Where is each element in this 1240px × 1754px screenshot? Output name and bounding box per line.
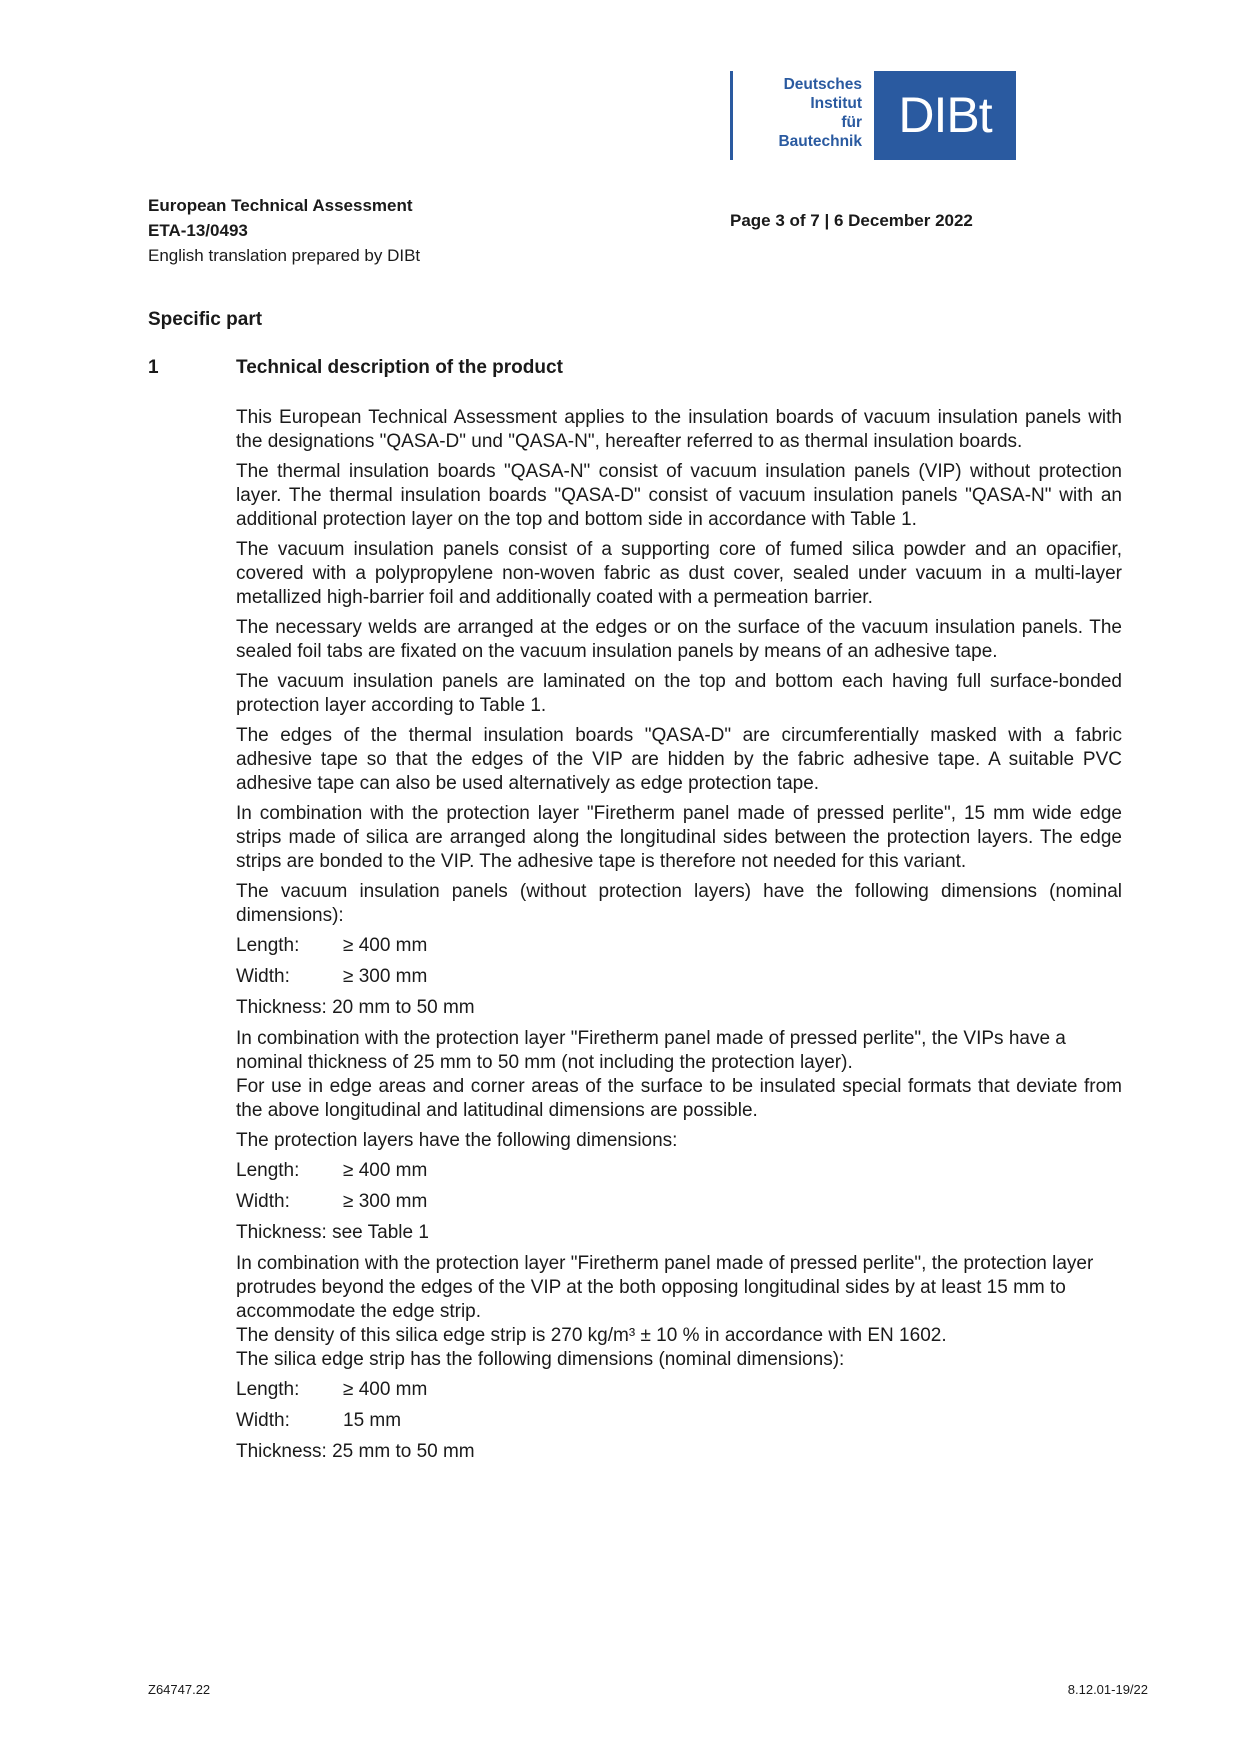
dibt-logo bbox=[730, 71, 1016, 160]
header-eta-number: ETA-13/0493 bbox=[148, 221, 248, 240]
dimension-label: Length: bbox=[236, 1379, 300, 1400]
paragraph: In combination with the protection layer "Firetherm panel made of pressed perlite", the VIPs have a nominal thickness of 25 mm to 50 mm (not including the protection layer). bbox=[236, 1028, 1066, 1073]
paragraph: The vacuum insulation panels consist of a supporting core of fumed silica powder and an opacifier, covered with a polypropylene non-woven fabric as dust cover, sealed under vacuum in a multi-layer metallized high-barrier foil and additionally coated with a permeation barrier. bbox=[236, 539, 1122, 608]
dimension-label: Length: bbox=[236, 1160, 300, 1181]
document-header bbox=[148, 193, 420, 268]
dimension-value: ≥ 400 mm bbox=[343, 935, 428, 956]
paragraph: This European Technical Assessment applies to the insulation boards of vacuum insulation panels with the designations "QASA-D" und "QASA-N", hereafter referred to as thermal insulation boards. bbox=[236, 407, 1122, 452]
paragraph: The edges of the thermal insulation boards "QASA-D" are circumferentially masked with a fabric adhesive tape so that the edges of the VIP are hidden by the fabric adhesive tape. A suitable PVC adhesive tape can also be used alternatively as edge protection tape. bbox=[236, 725, 1122, 794]
footer-document-number: Z64747.22 bbox=[148, 1682, 211, 1697]
specific-part-heading: Specific part bbox=[148, 309, 263, 330]
dimension-value: see Table 1 bbox=[332, 1222, 429, 1243]
paragraph: The thermal insulation boards "QASA-N" consist of vacuum insulation panels (VIP) without protection layer. The thermal insulation boards "QASA-D" consist of vacuum insulation panels "QASA-N" with an additional protection layer on the top and bottom side in accordance with Table 1. bbox=[236, 461, 1122, 530]
dimension-label: Width: bbox=[236, 1191, 290, 1212]
dimension-row bbox=[236, 1409, 1122, 1433]
dimension-row bbox=[236, 1159, 1122, 1183]
dimension-value: 15 mm bbox=[343, 1410, 402, 1431]
paragraph: The necessary welds are arranged at the edges or on the surface of the vacuum insulation panels. The sealed foil tabs are fixated on the vacuum insulation panels by means of an adhesive tape. bbox=[236, 617, 1122, 662]
dimension-row bbox=[236, 934, 1122, 958]
paragraph: The density of this silica edge strip is 270 kg/m³ ± 10 % in accordance with EN 1602. bbox=[236, 1325, 947, 1346]
paragraph: For use in edge areas and corner areas of the surface to be insulated special formats that deviate from the above longitudinal and latitudinal dimensions are possible. bbox=[236, 1076, 1122, 1121]
dimension-row bbox=[236, 1378, 1122, 1402]
dimension-label: Width: bbox=[236, 966, 290, 987]
logo-line: Bautechnik bbox=[778, 133, 862, 150]
logo-mark: DIBt bbox=[874, 71, 1016, 160]
dimension-label: Width: bbox=[236, 1410, 290, 1431]
vip-dimensions-list bbox=[236, 934, 1122, 1020]
dimension-row bbox=[236, 965, 1122, 989]
paragraph: In combination with the protection layer "Firetherm panel made of pressed perlite", the protection layer protrudes beyond the edges of the VIP at the both opposing longitudinal sides by at least 15 mm to accommodate the edge strip. bbox=[236, 1253, 1094, 1322]
edge-strip-dimensions-list bbox=[236, 1378, 1122, 1464]
dimension-row bbox=[236, 1190, 1122, 1214]
header-translation-note: English translation prepared by DIBt bbox=[148, 246, 421, 265]
dimension-value: ≥ 300 mm bbox=[343, 966, 428, 987]
section-body bbox=[236, 406, 1122, 1471]
protection-dimensions-list bbox=[236, 1159, 1122, 1245]
dimension-label: Thickness: bbox=[236, 997, 327, 1018]
logo-line: Institut bbox=[810, 95, 862, 112]
logo-line: Deutsches bbox=[783, 76, 862, 93]
dimension-row bbox=[236, 996, 1122, 1020]
paragraph: The vacuum insulation panels are laminated on the top and bottom each having full surface-bonded protection layer according to Table 1. bbox=[236, 671, 1122, 716]
logo-institute-name bbox=[744, 75, 862, 151]
dimension-label: Thickness: bbox=[236, 1222, 327, 1243]
page-info: Page 3 of 7 | 6 December 2022 bbox=[730, 211, 973, 230]
dimension-label: Thickness: bbox=[236, 1441, 327, 1462]
paragraph: The vacuum insulation panels (without protection layers) have the following dimensions (nominal dimensions): bbox=[236, 881, 1122, 926]
paragraph: The protection layers have the following dimensions: bbox=[236, 1130, 678, 1151]
dimension-value: 20 mm to 50 mm bbox=[332, 997, 475, 1018]
dimension-row bbox=[236, 1221, 1122, 1245]
dimension-value: ≥ 400 mm bbox=[343, 1160, 428, 1181]
header-title: European Technical Assessment bbox=[148, 196, 413, 215]
dimension-value: 25 mm to 50 mm bbox=[332, 1441, 475, 1462]
section-number: 1 bbox=[148, 357, 159, 378]
dimension-value: ≥ 400 mm bbox=[343, 1379, 428, 1400]
logo-line: für bbox=[841, 114, 862, 131]
section-title: Technical description of the product bbox=[236, 357, 563, 378]
footer-form-number: 8.12.01-19/22 bbox=[1067, 1682, 1148, 1697]
logo-divider bbox=[730, 71, 733, 160]
dimension-value: ≥ 300 mm bbox=[343, 1191, 428, 1212]
dimension-row bbox=[236, 1440, 1122, 1464]
dimension-label: Length: bbox=[236, 935, 300, 956]
paragraph: The silica edge strip has the following dimensions (nominal dimensions): bbox=[236, 1349, 845, 1370]
paragraph: In combination with the protection layer "Firetherm panel made of pressed perlite", 15 mm wide edge strips made of silica are arranged along the longitudinal sides between the protection layers. The edge strips are bonded to the VIP. The adhesive tape is therefore not needed for this variant. bbox=[236, 803, 1122, 872]
